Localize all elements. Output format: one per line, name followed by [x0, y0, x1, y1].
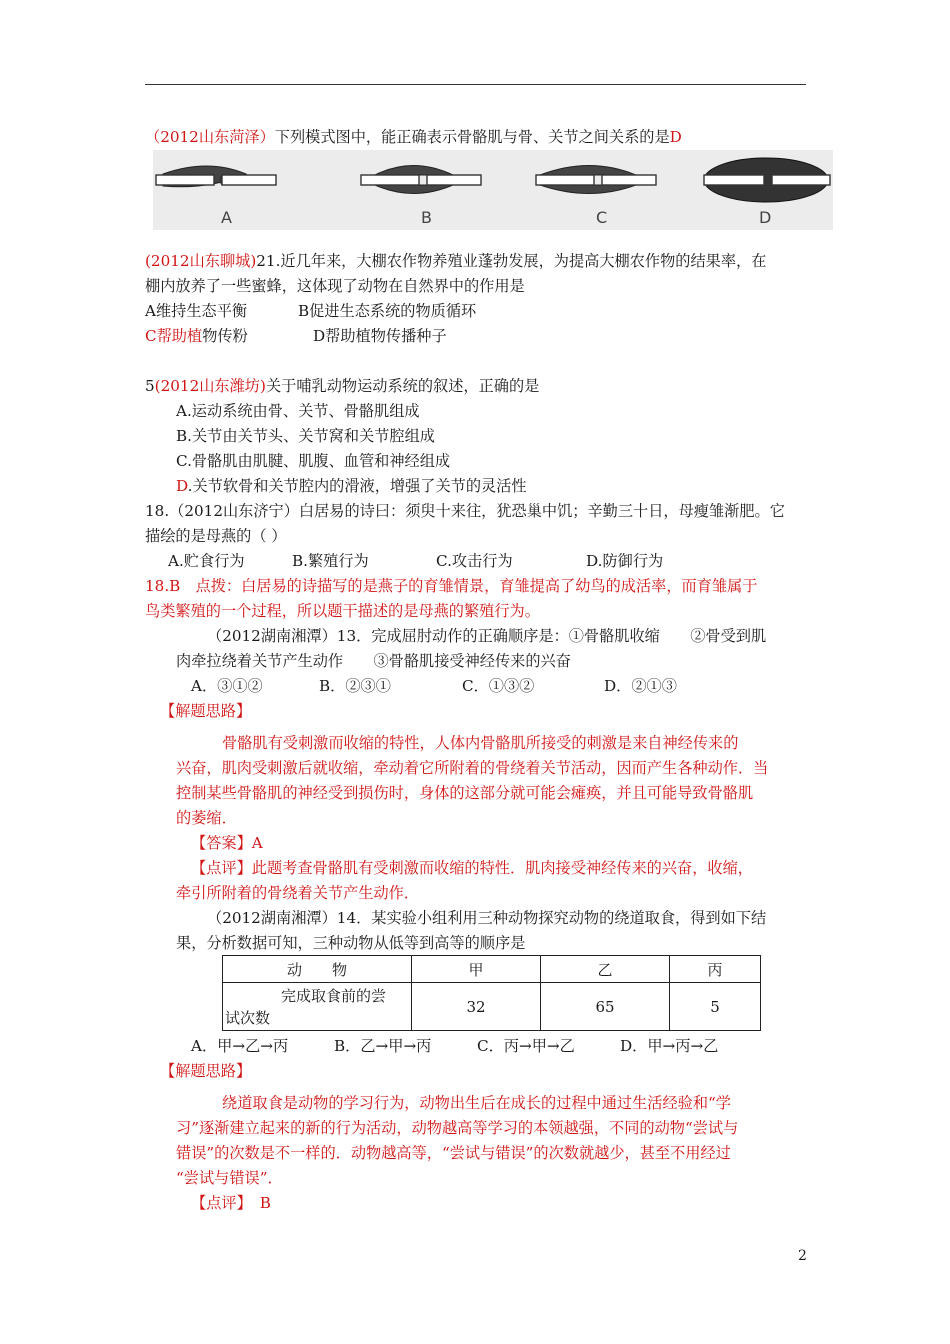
table-cell-bing: 5 — [670, 983, 761, 1031]
q-liaocheng-opt-c — [145, 326, 248, 346]
q-xiangtan13-think-1: 骨骼肌有受刺激而收缩的特性，人体内骨骼肌所接受的刺激是来自神经传来的 — [222, 734, 739, 752]
q-xiangtan13-opt-d: D．②①③ — [604, 677, 677, 695]
q-weifang-num: 5 — [145, 377, 155, 395]
figure-option-a-diagram — [156, 166, 276, 187]
table-row — [223, 983, 761, 1031]
q-jining-opt-b: B.繁殖行为 — [292, 552, 369, 570]
q-xiangtan13-comment-2: 牵引所附着的骨绕着关节产生动作． — [176, 884, 419, 902]
q-weifang-opt-d-text: .关节软骨和关节腔内的滑液，增强了关节的灵活性 — [187, 477, 527, 495]
q-jining-opt-a: A.贮食行为 — [168, 552, 245, 570]
q-xiangtan14-opt-d: D．甲→丙→乙 — [620, 1037, 719, 1055]
q-liaocheng-opt-c-red: C帮助植 — [145, 327, 203, 345]
table-header-jia: 甲 — [412, 956, 541, 983]
q-xiangtan13-answer — [191, 833, 263, 853]
figure-label-d: D — [759, 208, 772, 227]
q-xiangtan13-comment-label: 【点评】 — [191, 859, 252, 877]
q-heze-stem: 下列模式图中，能正确表示骨骼肌与骨、关节之间关系的是 — [274, 128, 670, 146]
q-xiangtan13-answer-label: 【答案】 — [191, 834, 252, 852]
q-xiangtan14-line2: 果，分析数据可知，三种动物从低等到高等的顺序是 — [176, 934, 526, 952]
q-jining-analysis-2: 鸟类繁殖的一个过程，所以题干描述的是母燕的繁殖行为。 — [145, 602, 540, 620]
q-liaocheng-source: (2012山东聊城) — [145, 252, 257, 270]
figure-label-c: C — [596, 208, 608, 227]
q-jining-opt-d: D.防御行为 — [586, 552, 664, 570]
q-xiangtan13-think-label: 【解题思路】 — [160, 702, 252, 720]
q-weifang-line — [145, 376, 539, 396]
q-xiangtan14-comment — [191, 1193, 271, 1213]
q-liaocheng-line1 — [145, 251, 766, 271]
q-xiangtan14-opt-a: A．甲→乙→丙 — [191, 1037, 289, 1055]
trial-count-table — [222, 955, 761, 1031]
figure-option-c-diagram — [536, 166, 656, 194]
q-xiangtan14-think-4: “尝试与错误”． — [176, 1169, 283, 1187]
q-xiangtan14-opt-c: C．丙→甲→乙 — [477, 1037, 575, 1055]
table-header-yi: 乙 — [541, 956, 670, 983]
q-xiangtan13-think-4: 的萎缩． — [176, 809, 237, 827]
q-weifang-opt-a: A.运动系统由骨、关节、骨骼肌组成 — [176, 402, 420, 420]
q-liaocheng-opt-d: D帮助植物传播种子 — [313, 327, 447, 345]
table-row-label-1: 完成取食前的尝 — [281, 986, 387, 1005]
q-liaocheng-opt-a: A维持生态平衡 — [145, 302, 248, 320]
table-header-animal: 动 物 — [223, 956, 412, 983]
page-number: 2 — [798, 1248, 807, 1264]
q-xiangtan13-opt-a: A．③①② — [191, 677, 263, 695]
q-heze-source: （2012山东菏泽） — [145, 128, 275, 146]
q-weifang-opt-b: B.关节由关节头、关节窝和关节腔组成 — [176, 427, 435, 445]
q-liaocheng-opt-c-rest: 物传粉 — [202, 327, 248, 345]
q-weifang-stem: 关于哺乳动物运动系统的叙述，正确的是 — [265, 377, 540, 395]
q-liaocheng-line2: 棚内放养了一些蜜蜂，这体现了动物在自然界中的作用是 — [145, 277, 525, 295]
q-xiangtan14-think-2: 习”逐渐建立起来的新的行为活动，动物越高等学习的本领越强，不同的动物“尝试与 — [176, 1119, 739, 1137]
figure-label-a: A — [221, 208, 232, 227]
q-weifang-opt-d-letter: D — [176, 477, 188, 495]
q-liaocheng-opt-b: B促进生态系统的物质循环 — [298, 302, 477, 320]
figure-option-d-diagram — [704, 158, 830, 202]
muscle-bone-figure — [153, 150, 833, 230]
figure-label-b: B — [421, 208, 432, 227]
q-xiangtan13-answer-value: A — [251, 834, 263, 852]
q-xiangtan13-opt-c: C．①③② — [462, 677, 535, 695]
table-row-label — [223, 983, 412, 1031]
q-xiangtan13-opt-b: B．②③① — [319, 677, 391, 695]
table-cell-yi: 65 — [541, 983, 670, 1031]
q-xiangtan14-think-1: 绕道取食是动物的学习行为，动物出生后在成长的过程中通过生活经验和“学 — [222, 1094, 731, 1112]
q-xiangtan14-think-label: 【解题思路】 — [160, 1062, 252, 1080]
q-xiangtan14-line1: （2012湖南湘潭）14．某实验小组利用三种动物探究动物的绕道取食，得到如下结 — [207, 909, 767, 927]
q-xiangtan13-comment-1 — [191, 858, 753, 878]
q-weifang-opt-d — [176, 476, 527, 496]
header-rule — [145, 84, 806, 85]
q-jining-line1: 18.（2012山东济宁）白居易的诗曰：须臾十来往，犹恐巢中饥；辛勤三十日，母瘦雏渐肥。它 — [145, 502, 785, 520]
q-weifang-source: (2012山东潍坊) — [154, 377, 266, 395]
figure-option-b-diagram — [361, 166, 481, 194]
q-liaocheng-stem1: 21.近几年来，大棚农作物养殖业蓬勃发展，为提高大棚农作物的结果率，在 — [256, 252, 767, 270]
q-weifang-opt-c: C.骨骼肌由肌腱、肌腹、血管和神经组成 — [176, 452, 451, 470]
q-xiangtan14-comment-label: 【点评】 — [191, 1194, 252, 1212]
q-jining-opt-c: C.攻击行为 — [436, 552, 513, 570]
q-heze-answer: D — [669, 128, 682, 146]
q-xiangtan14-opt-b: B．乙→甲→丙 — [334, 1037, 432, 1055]
table-header-bing: 丙 — [670, 956, 761, 983]
q-heze-line — [145, 127, 682, 147]
table-header-row — [223, 956, 761, 983]
table-row-label-2: 试次数 — [225, 1008, 271, 1027]
q-xiangtan14-comment-answer: B — [259, 1194, 271, 1212]
q-xiangtan13-line2: 肉牵拉绕着关节产生动作 ③骨骼肌接受神经传来的兴奋 — [176, 652, 571, 670]
q-xiangtan14-think-3: 错误”的次数是不一样的．动物越高等，“尝试与错误”的次数就越少，甚至不用经过 — [176, 1144, 731, 1162]
table-cell-jia: 32 — [412, 983, 541, 1031]
q-jining-line2: 描绘的是母燕的（ ） — [145, 527, 287, 545]
q-jining-analysis-1: 18.B 点拨：白居易的诗描写的是燕子的育雏情景，育雏提高了幼鸟的成活率，而育雏属于 — [145, 577, 758, 595]
q-xiangtan13-comment-text: 此题考查骨骼肌有受刺激而收缩的特性．肌肉接受神经传来的兴奋，收缩， — [251, 859, 753, 877]
q-xiangtan13-line1: （2012湖南湘潭）13．完成屈肘动作的正确顺序是：①骨骼肌收缩 ②骨受到肌 — [207, 627, 767, 645]
q-xiangtan13-think-3: 控制某些骨骼肌的神经受到损伤时，身体的这部分就可能会瘫痪，并且可能导致骨骼肌 — [176, 784, 754, 802]
q-xiangtan13-think-2: 兴奋，肌肉受刺激后就收缩，牵动着它所附着的骨绕着关节活动，因而产生各种动作．当 — [176, 759, 769, 777]
